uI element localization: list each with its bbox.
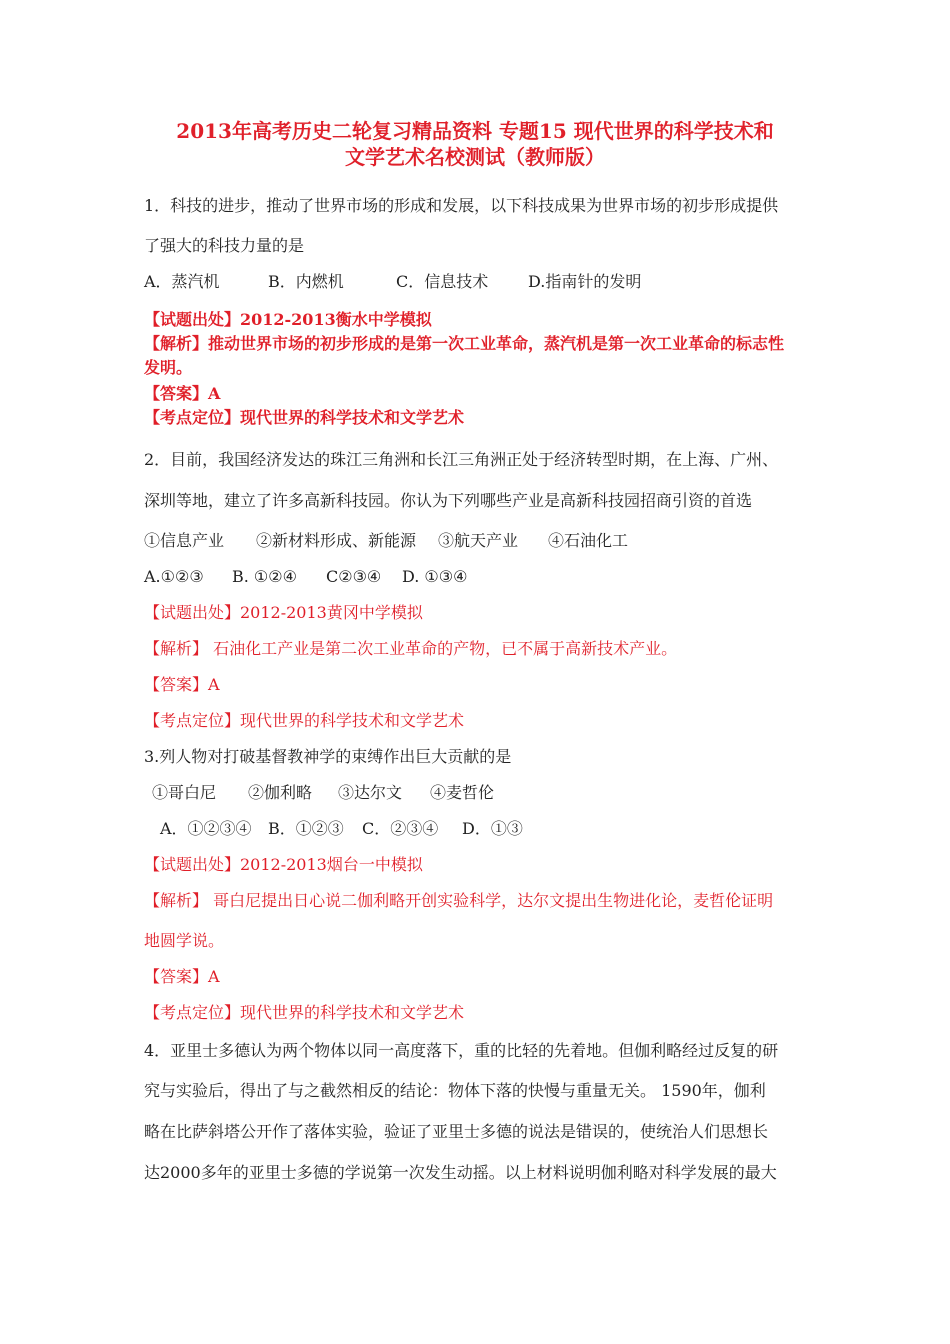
q1-analysis-line-1: 【解析】推动世界市场的初步形成的是第一次工业革命，蒸汽机是第一次工业革命的标志性 xyxy=(144,334,785,353)
q4-line-2: 究与实验后，得出了与之截然相反的结论：物体下落的快慢与重量无关。 1590年，伽利 xyxy=(144,1081,766,1100)
q2-analysis: 【解析】 石油化工产业是第二次工业革命的产物，已不属于高新技术产业。 xyxy=(144,639,678,658)
q3-items xyxy=(152,783,494,803)
q2-option-a: A.①②③ xyxy=(144,567,204,586)
q2-answer: 【答案】A xyxy=(144,675,220,694)
q2-exam-point: 【考点定位】现代世界的科学技术和文学艺术 xyxy=(144,711,465,730)
title-line-1: 2013年高考历史二轮复习精品资料 专题15 现代世界的科学技术和 xyxy=(176,119,774,143)
q2-item-1: ①信息产业 xyxy=(144,531,225,550)
q2-option-d: D. ①③④ xyxy=(402,567,468,586)
q3-option-b: B．①②③ xyxy=(268,819,344,838)
q3-item-2: ②伽利略 xyxy=(248,783,313,802)
q2-option-c: C②③④ xyxy=(326,567,382,586)
q1-source: 【试题出处】2012-2013衡水中学模拟 xyxy=(144,310,432,329)
q3-option-a: A．①②③④ xyxy=(160,819,252,838)
q2-stem-line-2: 深圳等地，建立了许多高新科技园。你认为下列哪些产业是高新科技园招商引资的首选 xyxy=(144,491,753,510)
q3-item-3: ③达尔文 xyxy=(338,783,403,802)
q3-analysis-line-2: 地圆学说。 xyxy=(144,931,225,950)
q3-analysis-line-1: 【解析】 哥白尼提出日心说二伽利略开创实验科学，达尔文提出生物进化论，麦哲伦证明 xyxy=(144,891,774,910)
q2-item-3: ③航天产业 xyxy=(438,531,519,550)
q1-options xyxy=(144,272,641,292)
q1-stem-line-1: 1．科技的进步，推动了世界市场的形成和发展，以下科技成果为世界市场的初步形成提供 xyxy=(144,196,779,215)
q2-item-2: ②新材料形成、新能源 xyxy=(256,531,417,550)
q1-option-a: A．蒸汽机 xyxy=(144,272,220,291)
q2-items xyxy=(144,531,628,551)
q3-option-c: C．②③④ xyxy=(362,819,439,838)
q3-item-4: ④麦哲伦 xyxy=(430,783,495,802)
q3-options xyxy=(160,819,523,839)
q4-line-1: 4．亚里士多德认为两个物体以同一高度落下，重的比轻的先着地。但伽利略经过反复的研 xyxy=(144,1041,779,1060)
q2-item-4: ④石油化工 xyxy=(548,531,629,550)
title-line-2: 文学艺术名校测试（教师版） xyxy=(345,145,605,169)
q4-line-3: 略在比萨斜塔公开作了落体实验，验证了亚里士多德的说法是错误的，使统治人们思想长 xyxy=(144,1122,769,1141)
q1-option-c: C．信息技术 xyxy=(396,272,489,291)
q1-exam-point: 【考点定位】现代世界的科学技术和文学艺术 xyxy=(144,408,465,427)
q1-answer: 【答案】A xyxy=(144,384,221,403)
q1-stem-line-2: 了强大的科技力量的是 xyxy=(144,236,305,255)
q1-option-b: B．内燃机 xyxy=(268,272,344,291)
q3-exam-point: 【考点定位】现代世界的科学技术和文学艺术 xyxy=(144,1003,465,1022)
page-title xyxy=(100,118,850,170)
q3-stem: 3.列人物对打破基督教神学的束缚作出巨大贡献的是 xyxy=(144,747,512,766)
q3-answer: 【答案】A xyxy=(144,967,220,986)
q2-stem-line-1: 2．目前，我国经济发达的珠江三角洲和长江三角洲正处于经济转型时期，在上海、广州、 xyxy=(144,450,779,469)
q2-options xyxy=(144,567,467,587)
q3-source: 【试题出处】2012-2013烟台一中模拟 xyxy=(144,855,423,874)
q1-analysis-line-2: 发明。 xyxy=(144,358,193,377)
q3-item-1: ①哥白尼 xyxy=(152,783,217,802)
q1-option-d: D.指南针的发明 xyxy=(528,272,642,291)
q4-line-4: 达2000多年的亚里士多德的学说第一次发生动摇。以上材料说明伽利略对科学发展的最大 xyxy=(144,1163,777,1182)
q3-option-d: D．①③ xyxy=(462,819,523,838)
q2-source: 【试题出处】2012-2013黄冈中学模拟 xyxy=(144,603,423,622)
q2-option-b: B. ①②④ xyxy=(232,567,297,586)
